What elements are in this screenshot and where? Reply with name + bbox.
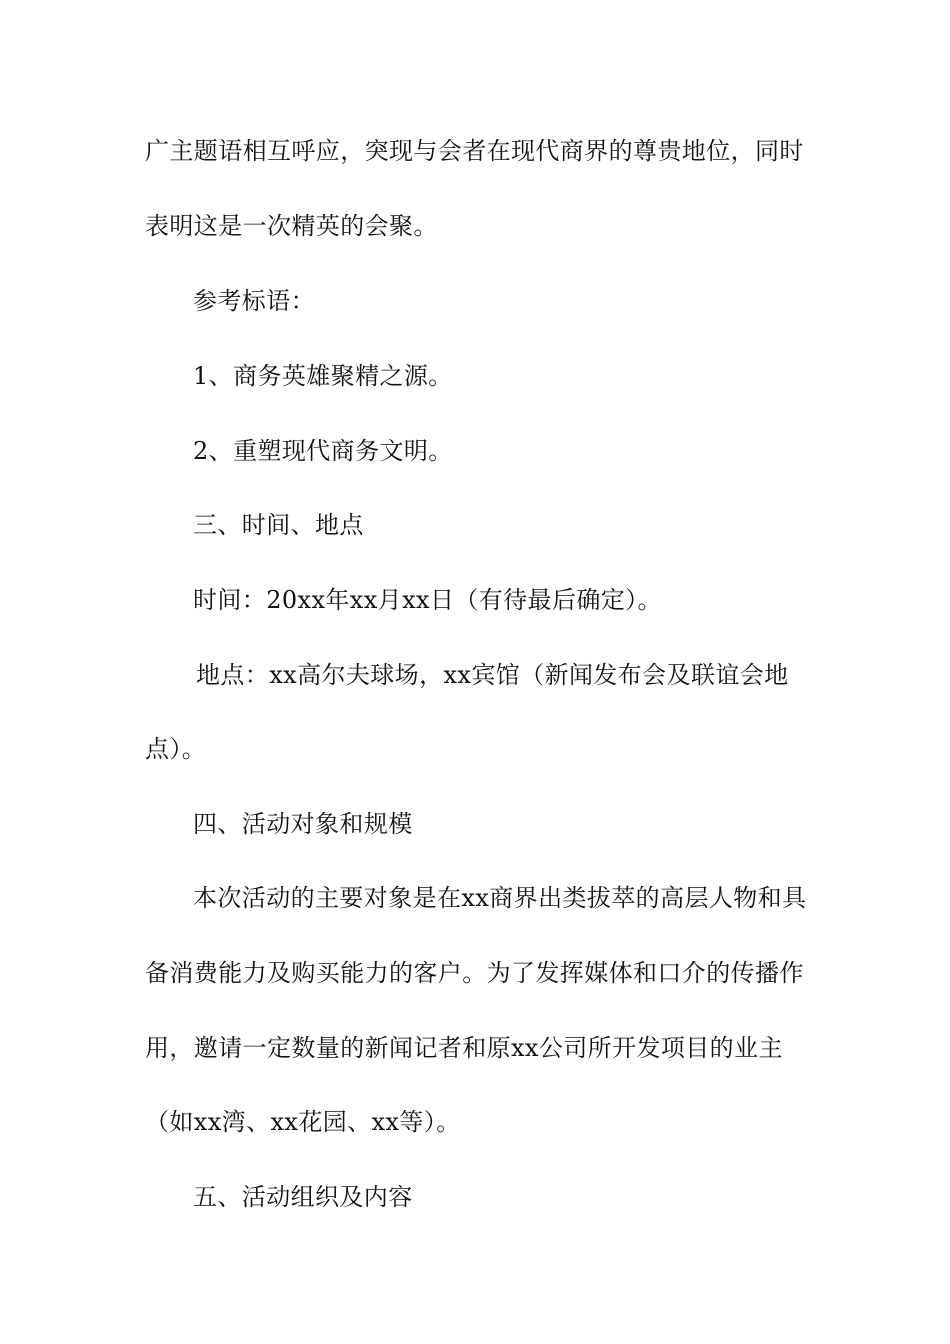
paragraph-line: 表明这是一次精英的会聚。 — [145, 212, 438, 240]
paragraph-line: 时间：20xx年xx月xx日（有待最后确定）。 — [193, 586, 662, 614]
section-label: 参考标语： — [193, 287, 315, 315]
paragraph-line: 广主题语相互呼应，突现与会者在现代商界的尊贵地位，同时 — [145, 137, 804, 165]
paragraph-line: 点）。 — [145, 735, 207, 763]
section-heading: 三、时间、地点 — [193, 511, 364, 539]
list-item: 2、重塑现代商务文明。 — [193, 437, 453, 465]
paragraph-line: 备消费能力及购买能力的客户。为了发挥媒体和口介的传播作 — [145, 959, 804, 987]
paragraph-line: 本次活动的主要对象是在xx商界出类拔萃的高层人物和具 — [193, 884, 807, 912]
paragraph-line: （如xx湾、xx花园、xx等）。 — [145, 1108, 461, 1136]
section-heading: 四、活动对象和规模 — [193, 810, 413, 838]
paragraph-line: 用，邀请一定数量的新闻记者和原xx公司所开发项目的业主 — [145, 1034, 783, 1062]
section-heading: 五、活动组织及内容 — [193, 1183, 413, 1211]
paragraph-line: 地点：xx高尔夫球场，xx宾馆（新闻发布会及联谊会地 — [196, 661, 789, 689]
list-item: 1、商务英雄聚精之源。 — [193, 362, 453, 390]
